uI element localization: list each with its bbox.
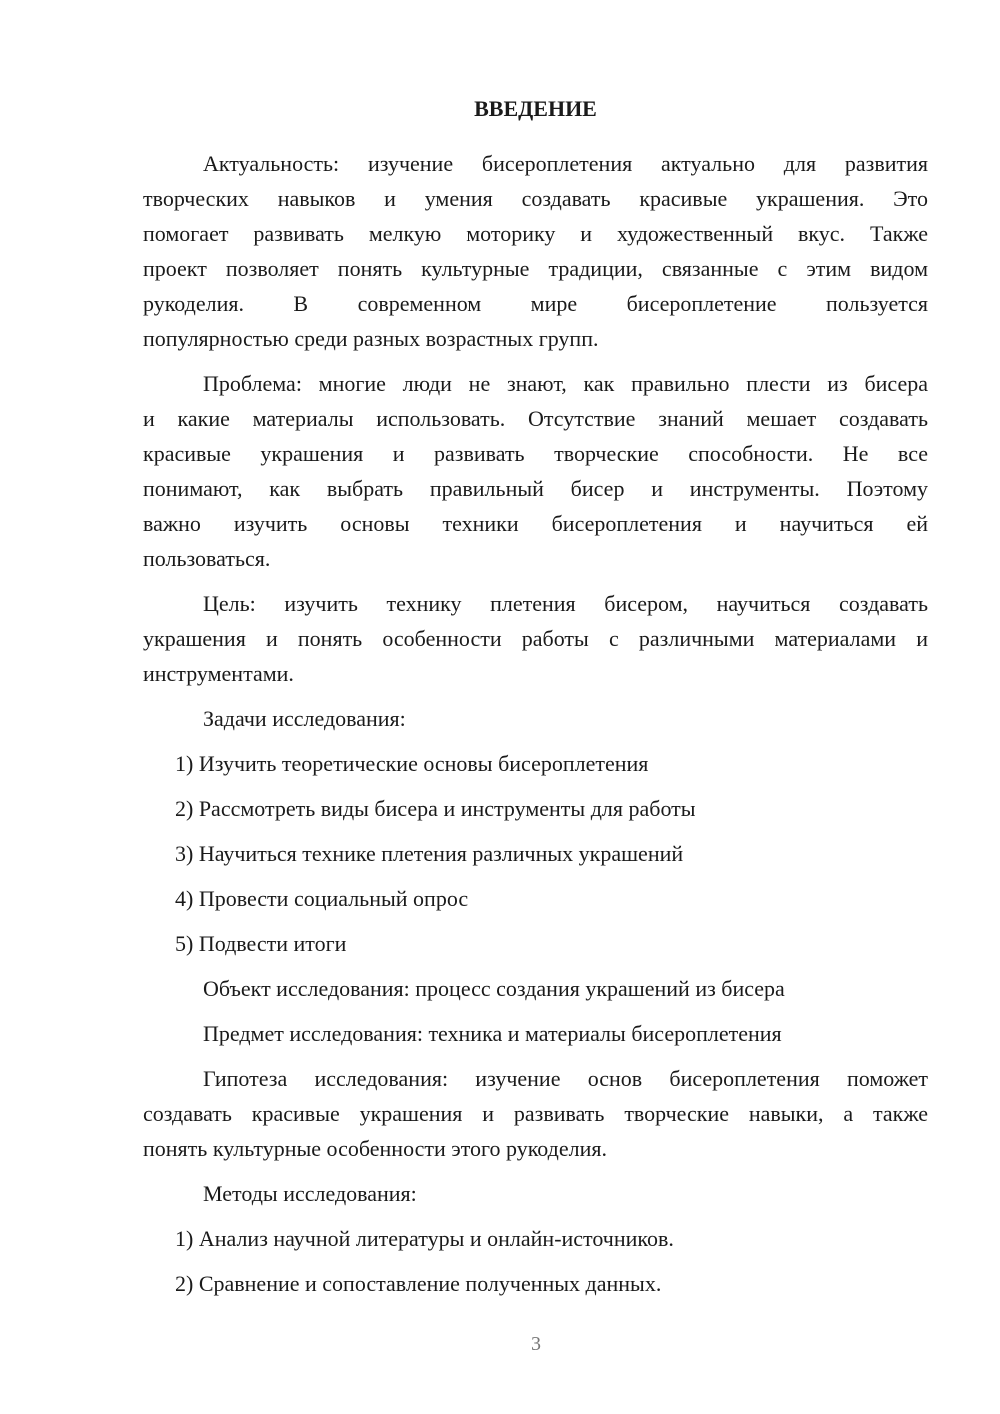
paragraph-line: рукоделия. В современном мире бисероплетение пользуется bbox=[143, 291, 928, 316]
section-title: ВВЕДЕНИЕ bbox=[474, 96, 597, 121]
paragraph-line: Цель: изучить технику плетения бисером, научиться создавать bbox=[203, 591, 928, 616]
list-item: 2) Рассмотреть виды бисера и инструменты для работы bbox=[175, 796, 696, 821]
methods-heading: Методы исследования: bbox=[203, 1181, 417, 1206]
paragraph-line: пользоваться. bbox=[143, 546, 271, 571]
subject-text: Предмет исследования: техника и материалы бисероплетения bbox=[203, 1021, 782, 1046]
list-item: 2) Сравнение и сопоставление полученных данных. bbox=[175, 1271, 662, 1296]
paragraph-line: понять культурные особенности этого рукоделия. bbox=[143, 1136, 607, 1161]
hypothesis-paragraph bbox=[143, 1061, 928, 1166]
tasks-heading: Задачи исследования: bbox=[203, 706, 406, 731]
paragraph-line: творческих навыков и умения создавать красивые украшения. Это bbox=[143, 186, 928, 211]
paragraph-line: популярностью среди разных возрастных групп. bbox=[143, 326, 599, 351]
document-body bbox=[143, 146, 928, 1311]
page-number: 3 bbox=[531, 1333, 541, 1355]
relevance-paragraph bbox=[143, 146, 928, 356]
paragraph-line: красивые украшения и развивать творческие способности. Не все bbox=[143, 441, 928, 466]
goal-paragraph bbox=[143, 586, 928, 691]
list-item: 1) Изучить теоретические основы бисероплетения bbox=[175, 751, 649, 776]
paragraph-line: и какие материалы использовать. Отсутствие знаний мешает создавать bbox=[143, 406, 928, 431]
paragraph-line: важно изучить основы техники бисероплетения и научиться ей bbox=[143, 511, 928, 536]
problem-paragraph bbox=[143, 366, 928, 576]
paragraph-line: Актуальность: изучение бисероплетения актуально для развития bbox=[203, 151, 928, 176]
paragraph-line: помогает развивать мелкую моторику и художественный вкус. Также bbox=[143, 221, 928, 246]
methods-list bbox=[143, 1221, 928, 1301]
tasks-list bbox=[143, 746, 928, 961]
list-item: 3) Научиться технике плетения различных украшений bbox=[175, 841, 684, 866]
paragraph-line: проект позволяет понять культурные традиции, связанные с этим видом bbox=[143, 256, 928, 281]
list-item: 5) Подвести итоги bbox=[175, 931, 347, 956]
paragraph-line: понимают, как выбрать правильный бисер и инструменты. Поэтому bbox=[143, 476, 928, 501]
paragraph-line: украшения и понять особенности работы с различными материалами и bbox=[143, 626, 928, 651]
list-item: 4) Провести социальный опрос bbox=[175, 886, 469, 911]
list-item: 1) Анализ научной литературы и онлайн-источников. bbox=[175, 1226, 674, 1251]
paragraph-line: Гипотеза исследования: изучение основ бисероплетения поможет bbox=[203, 1066, 928, 1091]
paragraph-line: Проблема: многие люди не знают, как правильно плести из бисера bbox=[203, 371, 928, 396]
object-text: Объект исследования: процесс создания украшений из бисера bbox=[203, 976, 785, 1001]
paragraph-line: создавать красивые украшения и развивать творческие навыки, а также bbox=[143, 1101, 928, 1126]
paragraph-line: инструментами. bbox=[143, 661, 294, 686]
